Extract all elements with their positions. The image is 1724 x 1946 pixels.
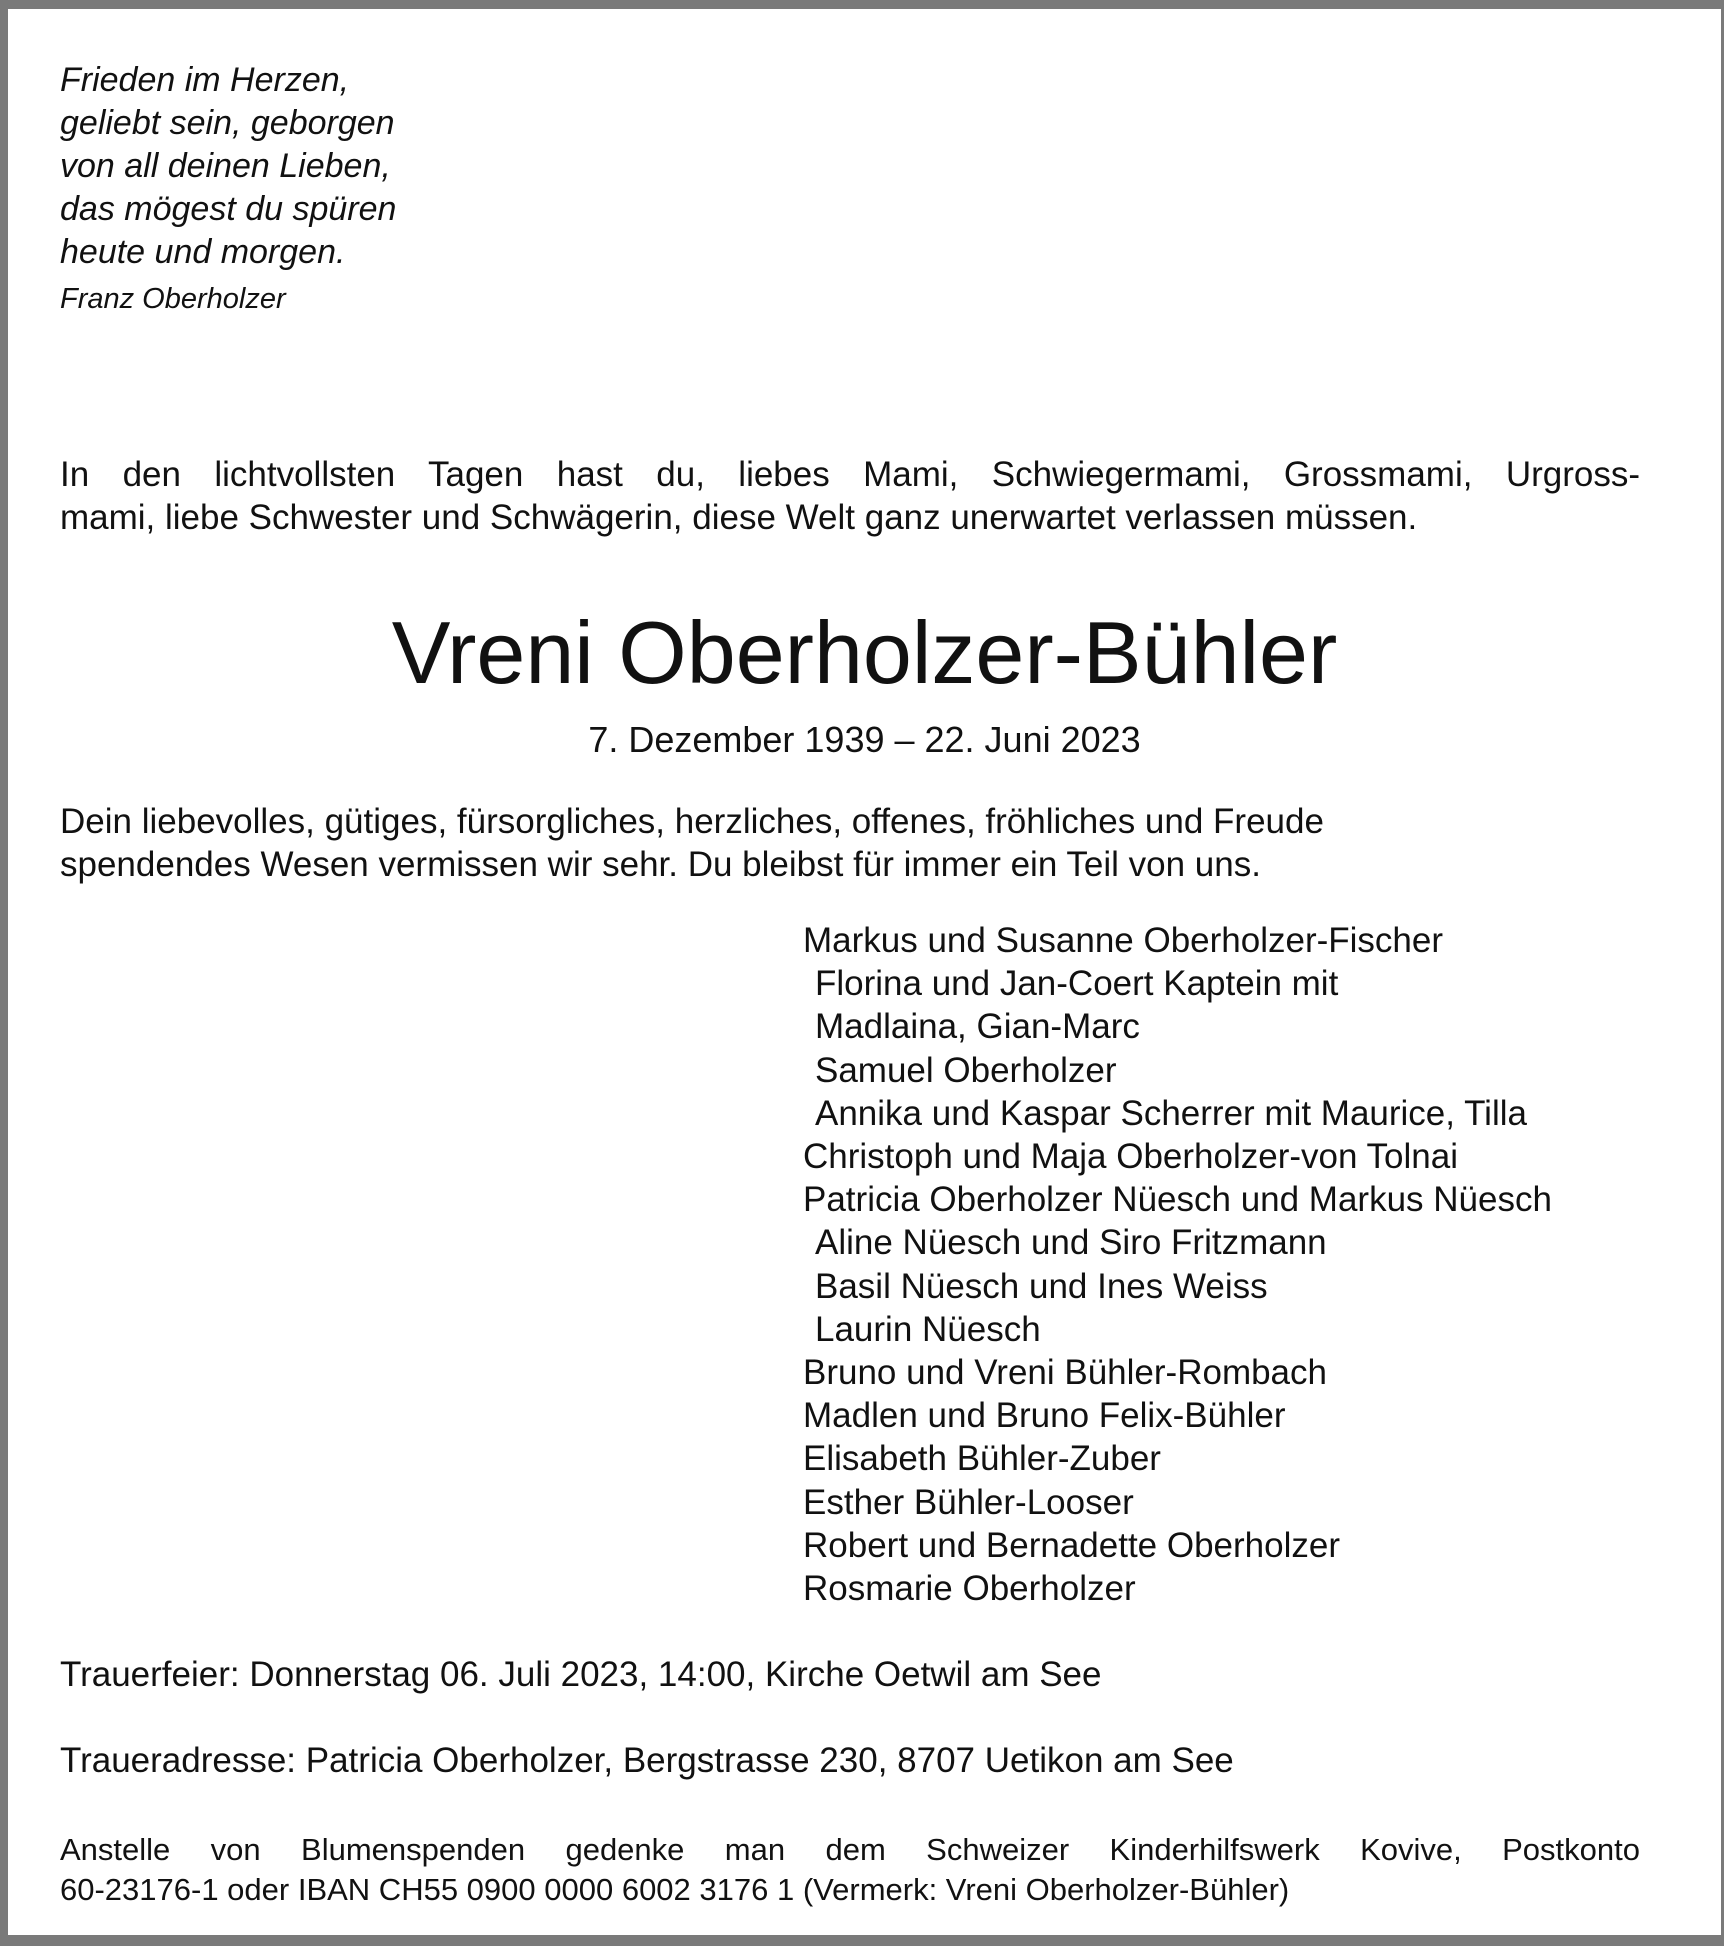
intro-line: mami, liebe Schwester und Schwägerin, diese Welt ganz unerwartet verlassen müssen. [60,498,1418,537]
obituary-page [8,9,1721,1935]
family-member: Markus und Susanne Oberholzer-Fischer [803,921,1444,960]
family-member: Annika und Kaspar Scherrer mit Maurice, Tilla [815,1093,1527,1133]
donation-line: Anstelle von Blumenspenden gedenke man dem Schweizer Kinderhilfswerk Kovive, Postkonto [60,1832,1640,1867]
life-dates: 7. Dezember 1939 – 22. Juni 2023 [588,719,1141,760]
quote-line: heute und morgen. [60,233,346,271]
deceased-name: Vreni Oberholzer-Bühler [391,603,1338,702]
tribute-line: Dein liebevolles, gütiges, fürsorgliches, herzliches, offenes, fröhliches und Freude [60,802,1324,841]
quote-line: Frieden im Herzen, [60,61,350,99]
donation-line: 60-23176-1 oder IBAN CH55 0900 0000 6002 3176 1 (Vermerk: Vreni Oberholzer-Bühler) [60,1872,1290,1907]
mourning-address: Traueradresse: Patricia Oberholzer, Bergstrasse 230, 8707 Uetikon am See [60,1741,1234,1780]
family-member: Madlen und Bruno Felix-Bühler [803,1396,1286,1436]
family-member: Basil Nüesch und Ines Weiss [815,1266,1268,1306]
family-member: Esther Bühler-Looser [803,1482,1134,1522]
quote-line: von all deinen Lieben, [60,147,391,185]
family-member: Florina und Jan-Coert Kaptein mit [815,964,1339,1004]
quote-line: das mögest du spüren [60,190,397,228]
family-member: Christoph und Maja Oberholzer-von Tolnai [803,1137,1458,1176]
family-member: Robert und Bernadette Oberholzer [803,1525,1340,1565]
quote-author: Franz Oberholzer [60,283,286,315]
family-member: Samuel Oberholzer [815,1050,1117,1090]
intro-line: In den lichtvollsten Tagen hast du, liebes Mami, Schwiegermami, Grossmami, Urgross- [60,455,1640,494]
family-member: Bruno und Vreni Bühler-Rombach [803,1353,1327,1392]
quote-line: geliebt sein, geborgen [60,104,395,142]
funeral-service: Trauerfeier: Donnerstag 06. Juli 2023, 14:00, Kirche Oetwil am See [60,1655,1102,1694]
family-member: Aline Nüesch und Siro Fritzmann [815,1223,1327,1263]
family-member: Elisabeth Bühler-Zuber [803,1439,1161,1479]
tribute-line: spendendes Wesen vermissen wir sehr. Du bleibst für immer ein Teil von uns. [60,845,1261,884]
family-member: Madlaina, Gian-Marc [815,1007,1140,1047]
family-member: Rosmarie Oberholzer [803,1569,1136,1608]
family-member: Laurin Nüesch [815,1309,1041,1349]
family-member: Patricia Oberholzer Nüesch und Markus Nüesch [803,1180,1552,1220]
